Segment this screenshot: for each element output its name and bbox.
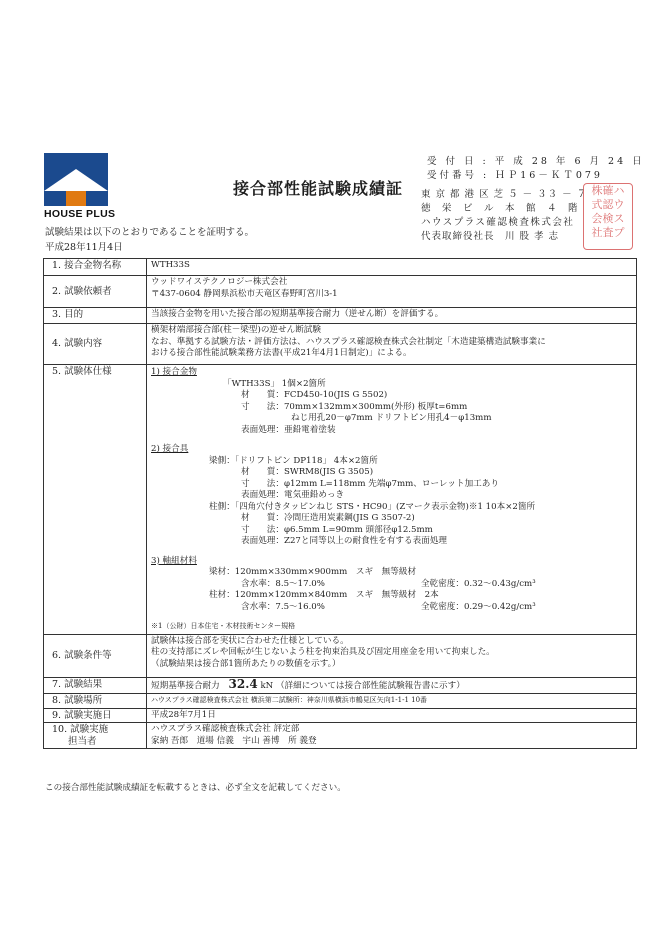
received-date: 受 付 日 : 平 成 28 年 6 月 24 日 [427,156,645,167]
row-name [44,259,637,276]
house-plus-logo [44,153,108,206]
row-value: 平成28年7月1日 [147,708,637,723]
row-conditions [44,634,637,677]
row-content [44,324,637,365]
row-label: 8. 試験場所 [44,694,147,709]
row-label: 1. 接合金物名称 [44,259,147,276]
logo-text: HOUSE PLUS [44,208,116,220]
issuer-representative: 代表取締役社長 川 股 孝 志 [421,231,560,242]
row-value: 横架材端部接合部(柱－梁型)の逆せん断試験 なお、準拠する試験方法・評価方法は、ハウスプラス確認検査株式会社制定「木造建築構造試験事業に おける接合部性能試験業務方法書(平成21年4月1日制定)」による。 [147,324,637,365]
row-label: 10. 試験実施 担当者 [44,723,147,749]
certify-text: 試験結果は以下のとおりであることを証明する。 [45,227,255,238]
row-value: 当該接合金物を用いた接合部の短期基準接合耐力（逆せん断）を評価する。 [147,308,637,324]
row-value: 短期基準接合耐力 32.4 kN （詳細については接合部性能試験報告書に示す） [147,677,637,694]
row-purpose [44,308,637,324]
row-value: ハウスプラス確認検査株式会社 横浜第二試験所：神奈川県横浜市鶴見区矢向1-1-1 10番 [147,694,637,709]
row-label: 3. 目的 [44,308,147,324]
row-label: 2. 試験依頼者 [44,276,147,308]
issuer-company: ハウスプラス確認検査株式会社 [421,217,575,228]
row-test-date [44,708,637,723]
row-value: WTH33S [147,259,637,276]
row-label: 7. 試験結果 [44,677,147,694]
issuer-building: 徳 栄 ビ ル 本 館 ４ 階 [421,203,579,214]
footer-note: この接合部性能試験成績証を転載するときは、必ず全文を記載してください。 [45,783,346,793]
row-staff [44,723,637,749]
house-roof-icon [44,169,108,191]
house-door-icon [66,191,86,206]
row-specimen [44,365,637,635]
issue-date: 平成28年11月4日 [45,242,123,253]
row-client [44,276,637,308]
page-title: 接合部性能試験成績証 [233,179,404,198]
company-seal-stamp: 株確ハ 式認ウ 会検ス 社査プ [583,183,633,250]
row-value: ウッドワイステクノロジー株式会社 〒437-0604 静岡県浜松市天竜区春野町宮川3-1 [147,276,637,308]
issuer-address: 東 京 都 港 区 芝 ５ － ３３ － ７ [421,189,588,200]
row-value: 試験体は接合部を実状に合わせた仕様としている。 柱の支持部にズレや回転が生じないよう柱を拘束治具及び固定用座金を用いて拘束した。 （試験結果は接合部1箇所あたりの数値を示す。） [147,634,637,677]
report-table [43,258,637,749]
row-label: 9. 試験実施日 [44,708,147,723]
reference-number: 受付番号 : ＨＰ16－ＫＴ079 [427,170,603,181]
row-label: 6. 試験条件等 [44,634,147,677]
row-result [44,677,637,694]
row-label: 4. 試験内容 [44,324,147,365]
row-value: 1) 接合金物 「WTH33S」 1個×2箇所 材 質：FCD450-10(JIS G 5502) 寸 法：70mm×132mm×300mm(外形) 板厚t=6mm ねじ用孔20－φ7mm ドリフトピン用孔4－φ13mm 表面処理：亜鉛電着塗装 2) 接合具 梁側：「ドリフトピン DP118」 4本×2箇所 材 質：SWRM8(JIS G 3505) 寸 法：φ12mm L=118mm 先端φ7mm、ローレット加工あり 表面処理：電気亜鉛めっき 柱側：「四角穴付きタッピンねじ STS・HC90」(Zマーク表示金物)※1 10本×2箇所 材 質：冷間圧造用炭素鋼(JIS G 3507-2) 寸 法：φ6.5mm L=90mm 頭部径φ12.5mm 表面処理：Z27と同等以上の耐食性を有する表面処理 3) 軸組材料 梁材：120mm×330mm×900mm スギ 無等級材 含水率：8.5～17.0% 全乾密度：0.32～0.43g/cm³ 柱材：120mm×120mm×840mm スギ 無等級材 2本 含水率：7.5～16.0% 全乾密度：0.29～0.42g/cm³ ※1（公財）日本住宅・木材技術センター規格 [147,365,637,635]
row-value: ハウスプラス確認検査株式会社 評定部 家納 吾郎 道場 信義 宇山 善博 所 義登 [147,723,637,749]
result-value: 32.4 [228,676,258,691]
row-location [44,694,637,709]
row-label: 5. 試験体仕様 [44,365,147,635]
